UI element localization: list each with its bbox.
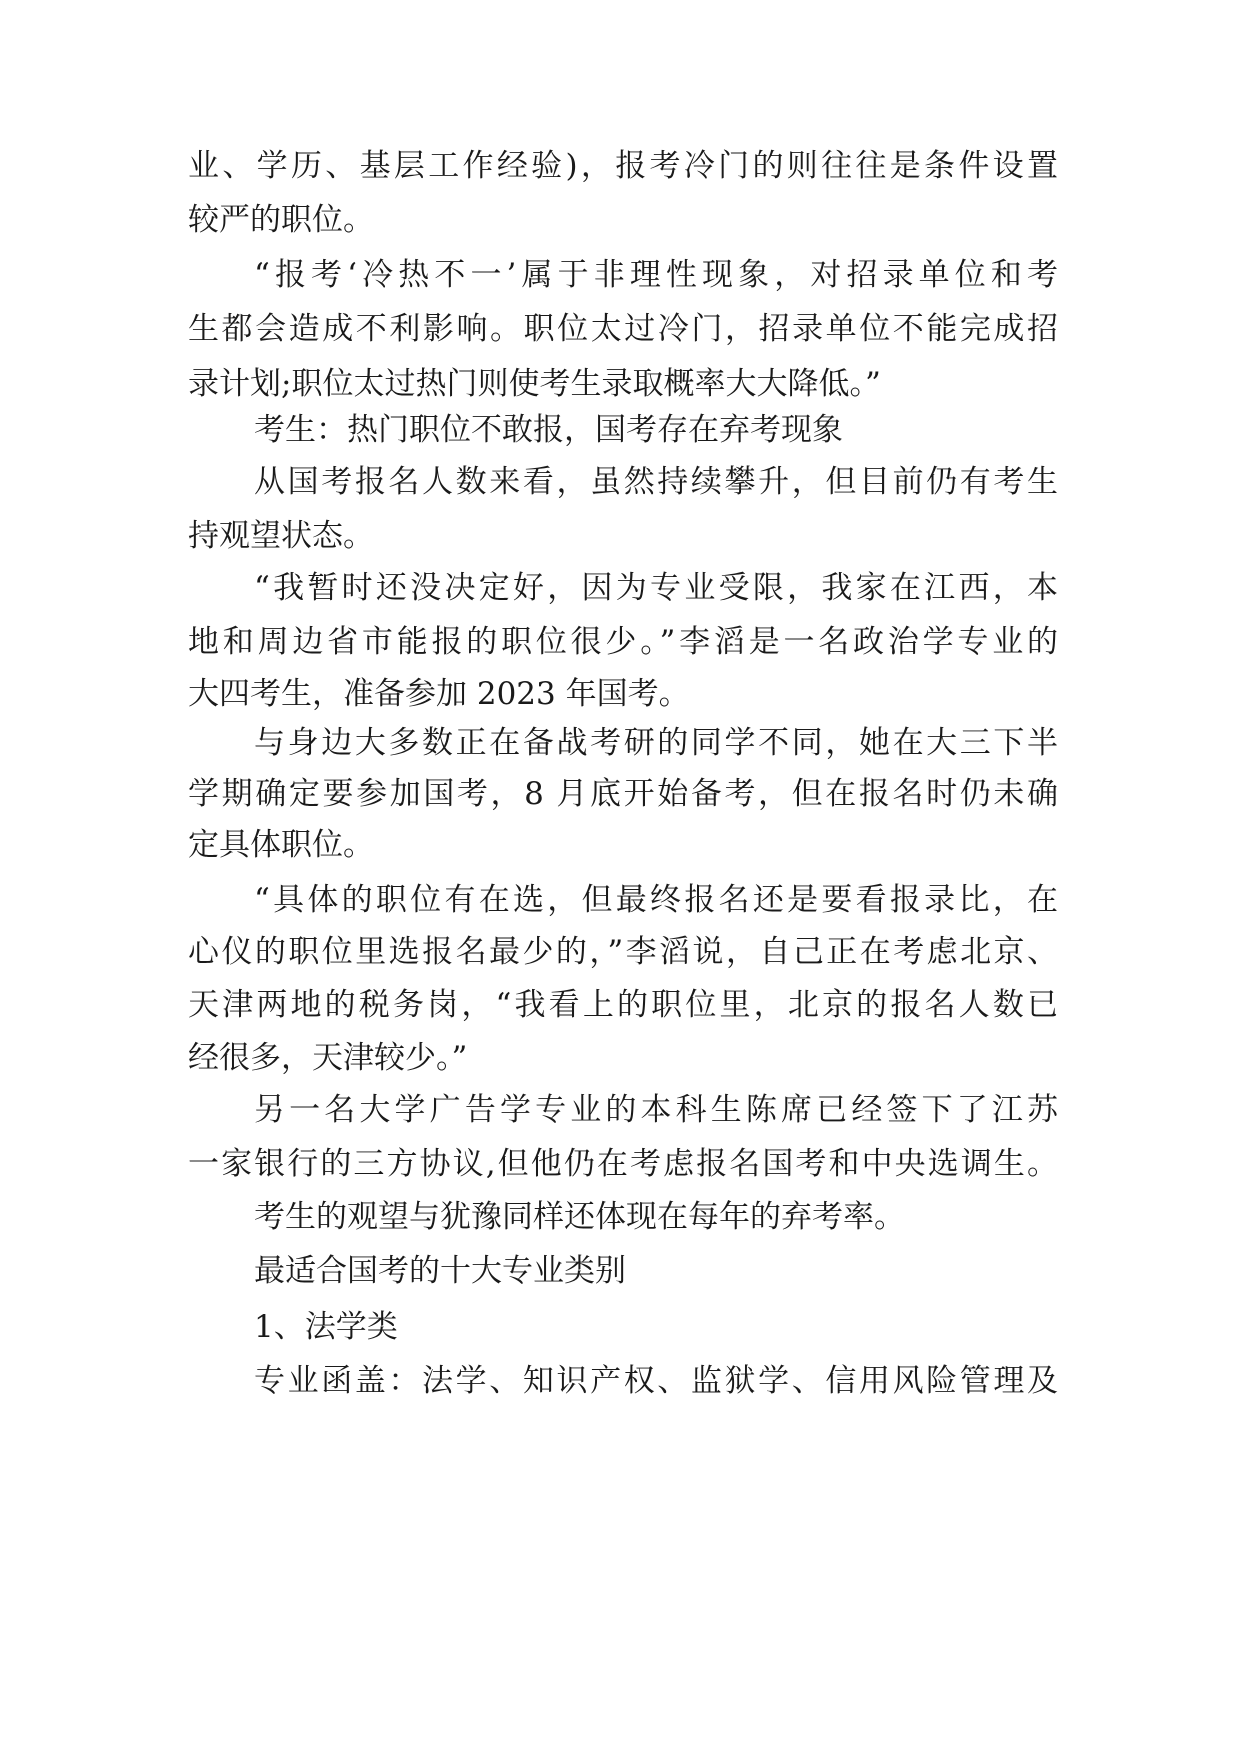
text-line: “我暂时还没决定好，因为专业受限，我家在江西，本	[254, 570, 1058, 606]
text-line: 大四考生，准备参加 2023 年国考。	[188, 676, 690, 712]
text-line: 持观望状态。	[188, 518, 374, 554]
text-line: 专业函盖：法学、知识产权、监狱学、信用风险管理及	[254, 1363, 1058, 1399]
section-heading: 考生：热门职位不敢报，国考存在弃考现象	[254, 412, 843, 448]
list-heading: 1、法学类	[254, 1309, 398, 1345]
text-line: 从国考报名人数来看，虽然持续攀升，但目前仍有考生	[254, 464, 1058, 500]
text-line: 另一名大学广告学专业的本科生陈席已经签下了江苏	[254, 1092, 1058, 1128]
text-line: 录计划;职位太过热门则使考生录取概率大大降低。”	[188, 366, 881, 402]
text-line: 经很多，天津较少。”	[188, 1040, 468, 1076]
text-line: 天津两地的税务岗，“我看上的职位里，北京的报名人数已	[188, 987, 1058, 1023]
text-line: 一家银行的三方协议,但他仍在考虑报名国考和中央选调生。	[188, 1146, 1058, 1182]
text-line: 生都会造成不利影响。职位太过冷门，招录单位不能完成招	[188, 311, 1058, 347]
text-line: 业、学历、基层工作经验)，报考冷门的则往往是条件设置	[188, 148, 1058, 184]
text-line: 较严的职位。	[188, 202, 374, 238]
text-line: 心仪的职位里选报名最少的，”李滔说，自己正在考虑北京、	[188, 934, 1058, 970]
text-line: 定具体职位。	[188, 827, 374, 863]
text-line: 地和周边省市能报的职位很少。”李滔是一名政治学专业的	[188, 624, 1058, 660]
text-line: 与身边大多数正在备战考研的同学不同，她在大三下半	[254, 725, 1058, 761]
text-line: 学期确定要参加国考，8 月底开始备考，但在报名时仍未确	[188, 776, 1058, 812]
section-heading: 最适合国考的十大专业类别	[254, 1253, 626, 1289]
text-line: “具体的职位有在选，但最终报名还是要看报录比，在	[254, 882, 1058, 918]
text-line: “报考‘冷热不一’属于非理性现象，对招录单位和考	[254, 257, 1058, 293]
text-line: 考生的观望与犹豫同样还体现在每年的弃考率。	[254, 1199, 905, 1235]
